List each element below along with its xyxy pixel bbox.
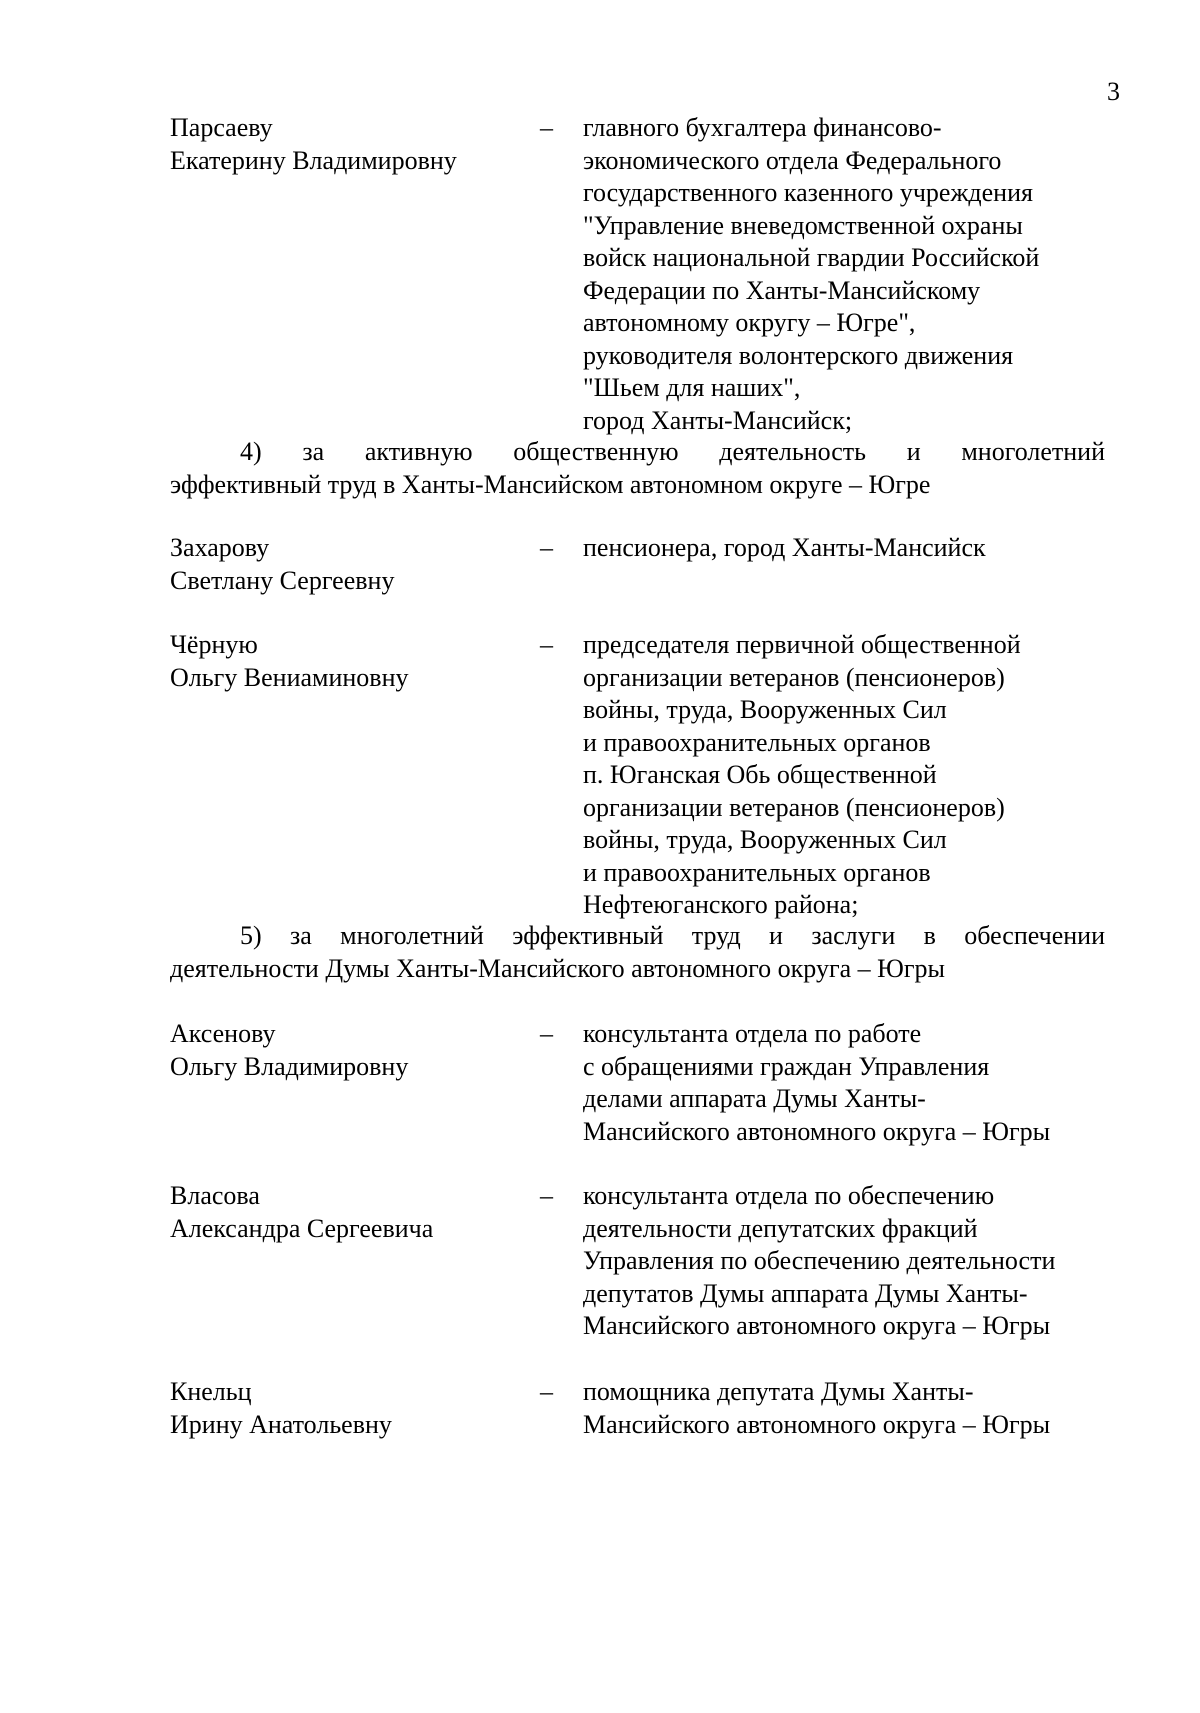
dash-separator: –	[540, 630, 553, 659]
section-first-line: 5) за многолетний эффективный труд и заслуги в обеспечении	[240, 921, 1105, 950]
description-line: главного бухгалтера финансово-	[583, 113, 942, 142]
description-line: Нефтеюганского района;	[583, 890, 859, 919]
description-line: депутатов Думы аппарата Думы Ханты-	[583, 1278, 1028, 1308]
description-line: консультанта отдела по работе	[583, 1019, 922, 1048]
description-line: Управления по обеспечению деятельности	[583, 1246, 1056, 1275]
dash-separator: –	[540, 1377, 553, 1406]
description-line: "Шьем для наших",	[583, 373, 801, 402]
description-line: помощника депутата Думы Ханты-	[583, 1377, 974, 1406]
surname: Аксенову	[170, 1019, 276, 1048]
description-line: Мансийского автономного округа – Югры	[583, 1311, 1051, 1340]
position-description	[583, 112, 1105, 437]
description-line: "Управление вневедомственной охраны	[583, 210, 1023, 240]
given-names: Ирину Анатольевну	[170, 1409, 392, 1439]
section-second-line: деятельности Думы Ханты-Мансийского автономного округа – Югры	[170, 953, 946, 983]
surname: Захарову	[170, 533, 270, 562]
surname: Кнельц	[170, 1377, 252, 1406]
surname: Чёрную	[170, 630, 258, 659]
description-line: экономического отдела Федерального	[583, 145, 1002, 175]
description-line: войны, труда, Вооруженных Сил	[583, 825, 947, 854]
given-names: Екатерину Владимировну	[170, 145, 457, 175]
person-name	[170, 112, 530, 177]
section-first-line: 4) за активную общественную деятельность и многолетний	[240, 437, 1105, 466]
given-names: Ольгу Вениаминовну	[170, 662, 409, 692]
description-line: Мансийского автономного округа – Югры	[583, 1116, 1051, 1146]
person-name	[170, 1018, 530, 1083]
description-line: делами аппарата Думы Ханты-	[583, 1084, 926, 1113]
person-name	[170, 1180, 530, 1245]
description-line: войск национальной гвардии Российской	[583, 243, 1040, 272]
dash-separator: –	[540, 1019, 553, 1048]
description-line: с обращениями граждан Управления	[583, 1051, 990, 1081]
surname: Власова	[170, 1181, 260, 1210]
given-names: Светлану Сергеевну	[170, 565, 395, 595]
description-line: п. Юганская Обь общественной	[583, 760, 937, 789]
award-section-heading	[170, 436, 1105, 501]
description-line: и правоохранительных органов	[583, 857, 931, 887]
position-description	[583, 1018, 1105, 1148]
dash-separator: –	[540, 1181, 553, 1210]
dash-separator: –	[540, 533, 553, 562]
given-names: Ольгу Владимировну	[170, 1051, 409, 1081]
surname: Парсаеву	[170, 113, 273, 142]
description-line: пенсионера, город Ханты-Мансийск	[583, 533, 986, 562]
given-names: Александра Сергеевича	[170, 1213, 434, 1243]
position-description	[583, 1376, 1105, 1441]
description-line: консультанта отдела по обеспечению	[583, 1181, 995, 1210]
award-section-heading	[170, 920, 1105, 985]
position-description	[583, 1180, 1105, 1343]
person-name	[170, 1376, 530, 1441]
description-line: руководителя волонтерского движения	[583, 340, 1014, 370]
description-line: город Ханты-Мансийск;	[583, 405, 853, 435]
description-line: и правоохранительных органов	[583, 727, 931, 757]
page-number: 3	[1107, 77, 1120, 106]
description-line: организации ветеранов (пенсионеров)	[583, 662, 1005, 692]
description-line: автономному округу – Югре",	[583, 308, 916, 337]
description-line: Федерации по Ханты-Мансийскому	[583, 275, 981, 305]
description-line: войны, труда, Вооруженных Сил	[583, 695, 947, 724]
person-name	[170, 629, 530, 694]
description-line: организации ветеранов (пенсионеров)	[583, 792, 1005, 822]
description-line: государственного казенного учреждения	[583, 178, 1033, 207]
position-description	[583, 532, 1105, 565]
description-line: председателя первичной общественной	[583, 630, 1021, 659]
description-line: Мансийского автономного округа – Югры	[583, 1409, 1051, 1439]
position-description	[583, 629, 1105, 922]
section-second-line: эффективный труд в Ханты-Мансийском автономном округе – Югре	[170, 469, 931, 499]
dash-separator: –	[540, 113, 553, 142]
description-line: деятельности депутатских фракций	[583, 1213, 978, 1243]
person-name	[170, 532, 530, 597]
